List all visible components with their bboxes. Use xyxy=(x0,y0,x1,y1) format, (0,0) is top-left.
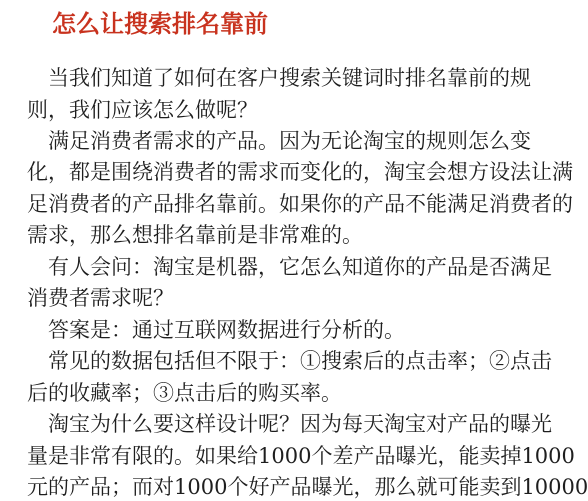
text-line-10: 常见的数据包括但不限于：①搜索后的点击率；②点击 xyxy=(48,349,552,373)
text-line-14: 元的产品；而对1000个好产品曝光，那么就可能卖到10000 xyxy=(27,475,588,499)
text-line-13: 量是非常有限的。如果给1000个差产品曝光，能卖掉1000 xyxy=(27,444,575,468)
text-line-11: 后的收藏率；③点击后的购买率。 xyxy=(27,381,342,405)
article-title: 怎么让搜索排名靠前 xyxy=(52,9,268,38)
text-line-7: 有人会问：淘宝是机器，它怎么知道你的产品是否满足 xyxy=(48,255,552,279)
text-line-6: 需求，那么想排名靠前是非常难的。 xyxy=(27,223,363,247)
text-line-2: 则，我们应该怎么做呢？ xyxy=(27,98,258,122)
text-line-12: 淘宝为什么要这样设计呢？因为每天淘宝对产品的曝光 xyxy=(48,412,552,436)
text-line-3: 满足消费者需求的产品。因为无论淘宝的规则怎么变 xyxy=(48,129,531,153)
text-line-9: 答案是：通过互联网数据进行分析的。 xyxy=(48,318,405,342)
text-line-8: 消费者需求呢？ xyxy=(27,286,174,310)
text-line-5: 足消费者的产品排名靠前。如果你的产品不能满足消费者的 xyxy=(27,192,573,216)
text-line-1: 当我们知道了如何在客户搜索关键词时排名靠前的规 xyxy=(48,66,531,90)
text-line-4: 化，都是围绕消费者的需求而变化的，淘宝会想方设法让满 xyxy=(27,160,573,184)
